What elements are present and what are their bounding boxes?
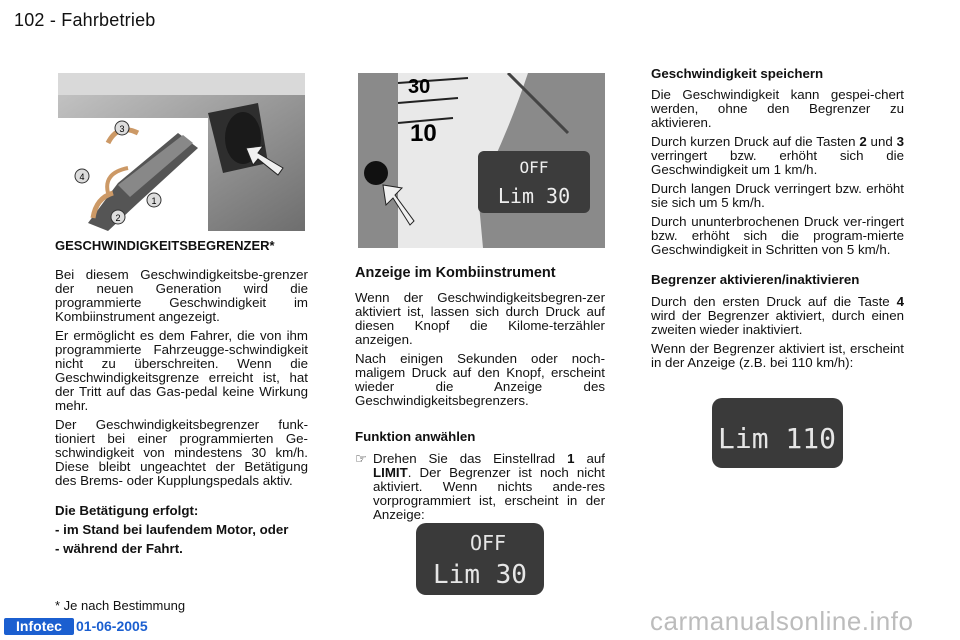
stalk-drawing: [58, 73, 305, 231]
page-header: [14, 10, 156, 31]
save-paragraph-1: Die Geschwindigkeit kann gespei-chert werden, ohne den Begrenzer zu aktivieren.: [651, 87, 904, 130]
footnote: * Je nach Bestimmung: [55, 598, 186, 613]
lcd-110-display: [712, 398, 843, 468]
lcd-110-text: Lim 110: [717, 422, 837, 455]
activate-paragraph-1: [651, 295, 904, 337]
intro-paragraph: Bei diesem Geschwindigkeitsbe-grenzer der neuen Generation wird die programmierte Geschwindigkeit im Kombiinstrument angezeigt.: [55, 267, 308, 324]
bullet-text-post: . Der Begrenzer ist noch nicht aktiviert. Wenn nichts ande-res vorprogrammiert ist, erscheint in der Anzeige:: [373, 465, 605, 522]
tick-30: 30: [408, 76, 431, 98]
gauge-lcd-bottom: Lim 30: [497, 184, 571, 208]
act-p1-post: wird der Begrenzer aktiviert, durch einen zweiten wieder inaktiviert.: [651, 308, 904, 337]
lcd-off-top: OFF: [469, 531, 507, 555]
limit-paragraph: Er ermöglicht es dem Fahrer, die von ihm programmierte Fahrzeugge-schwindigkeit nicht zu überschreiten. Wenn die Geschwindigkeitsgrenze erreicht ist, hat der Tritt auf das Gas-pedal keine Wirkung mehr.: [55, 328, 308, 413]
tick-10: 10: [410, 120, 437, 147]
column-settings: [651, 67, 904, 375]
limiter-heading: GESCHWINDIGKEITSBEGRENZER*: [55, 238, 275, 253]
bullet-text-mid: auf: [574, 451, 605, 466]
callout-4: 4: [79, 172, 85, 182]
select-title: Funktion anwählen: [355, 429, 476, 444]
act-p1-pre: Durch den ersten Druck auf die Taste: [651, 294, 897, 309]
select-bullet: [355, 452, 605, 522]
operation-item-2: - während der Fahrt.: [55, 541, 183, 556]
save-paragraph-2: [651, 135, 904, 177]
save-title: Geschwindigkeit speichern: [651, 66, 824, 81]
activate-paragraph-2: Wenn der Begrenzer aktiviert ist, erscheint in der Anzeige (z.B. bei 110 km/h):: [651, 341, 904, 370]
callout-2: 2: [115, 213, 121, 223]
select-bullet-text: [373, 452, 605, 522]
gauge-lcd-top: OFF: [519, 158, 549, 177]
save-paragraph-3: Durch langen Druck verringert bzw. erhöht sie sich um 5 km/h.: [651, 181, 904, 210]
header-separator: -: [49, 10, 57, 30]
save-p2-pre: Durch kurzen Druck auf die Tasten: [651, 134, 860, 149]
gauge-drawing: [358, 73, 605, 248]
save-p2-post: verringert bzw. erhöht sich die Geschwindigkeit um 1 km/h.: [651, 148, 904, 177]
act-p1-key4: 4: [896, 294, 904, 309]
footer-date: 01-06-2005: [76, 618, 148, 634]
pointing-hand-icon: ☞: [355, 451, 367, 466]
infotec-logo: Infotec: [4, 618, 74, 635]
callout-1: 1: [151, 196, 157, 206]
watermark: carmanualsonline.info: [650, 606, 914, 636]
activate-title: Begrenzer aktivieren/inaktivieren: [651, 272, 860, 287]
section-title: Fahrbetrieb: [61, 10, 156, 30]
gauge-illustration: [358, 73, 605, 248]
save-p2-key3: 3: [896, 134, 904, 149]
callout-3: 3: [119, 124, 125, 134]
bullet-limit-label: LIMIT: [373, 465, 408, 480]
display-heading: Anzeige im Kombiinstrument: [355, 265, 556, 281]
column-limiter-intro: [55, 238, 308, 561]
save-paragraph-4: Durch ununterbrochenen Druck ver-ringert bzw. erhöht sich die program-mierte Geschwindigkeit in Schritten von 5 km/h.: [651, 214, 904, 257]
display-paragraph-1: Wenn der Geschwindigkeitsbegren-zer aktiviert ist, lassen sich durch Druck auf diesen Knopf die Kilome-terzähler anzeigen.: [355, 290, 605, 347]
stalk-illustration: [58, 73, 305, 231]
bullet-text-pre: Drehen Sie das Einstellrad: [373, 451, 568, 466]
operation-item-1: - im Stand bei laufendem Motor, oder: [55, 522, 289, 537]
page-number: 102: [14, 10, 45, 30]
display-paragraph-2: Nach einigen Sekunden oder noch-maligem Druck auf den Knopf, erscheint wieder die Anzeige des Geschwindigkeitsbegrenzers.: [355, 351, 605, 408]
lcd-off-display: [416, 523, 544, 595]
column-display: [355, 265, 605, 527]
function-paragraph: Der Geschwindigkeitsbegrenzer funk-tioniert bei einer programmierten Ge-schwindigkeit von mindestens 30 km/h. Diese bleibt ungeachtet der Betätigung des Brems- oder Kupplungspedals aktiv.: [55, 417, 308, 488]
save-p2-mid: und: [866, 134, 897, 149]
bullet-wheel-number: 1: [567, 451, 575, 466]
lcd-off-bottom: Lim 30: [433, 560, 527, 590]
save-p2-key2: 2: [859, 134, 867, 149]
operation-title: Die Betätigung erfolgt:: [55, 503, 199, 518]
